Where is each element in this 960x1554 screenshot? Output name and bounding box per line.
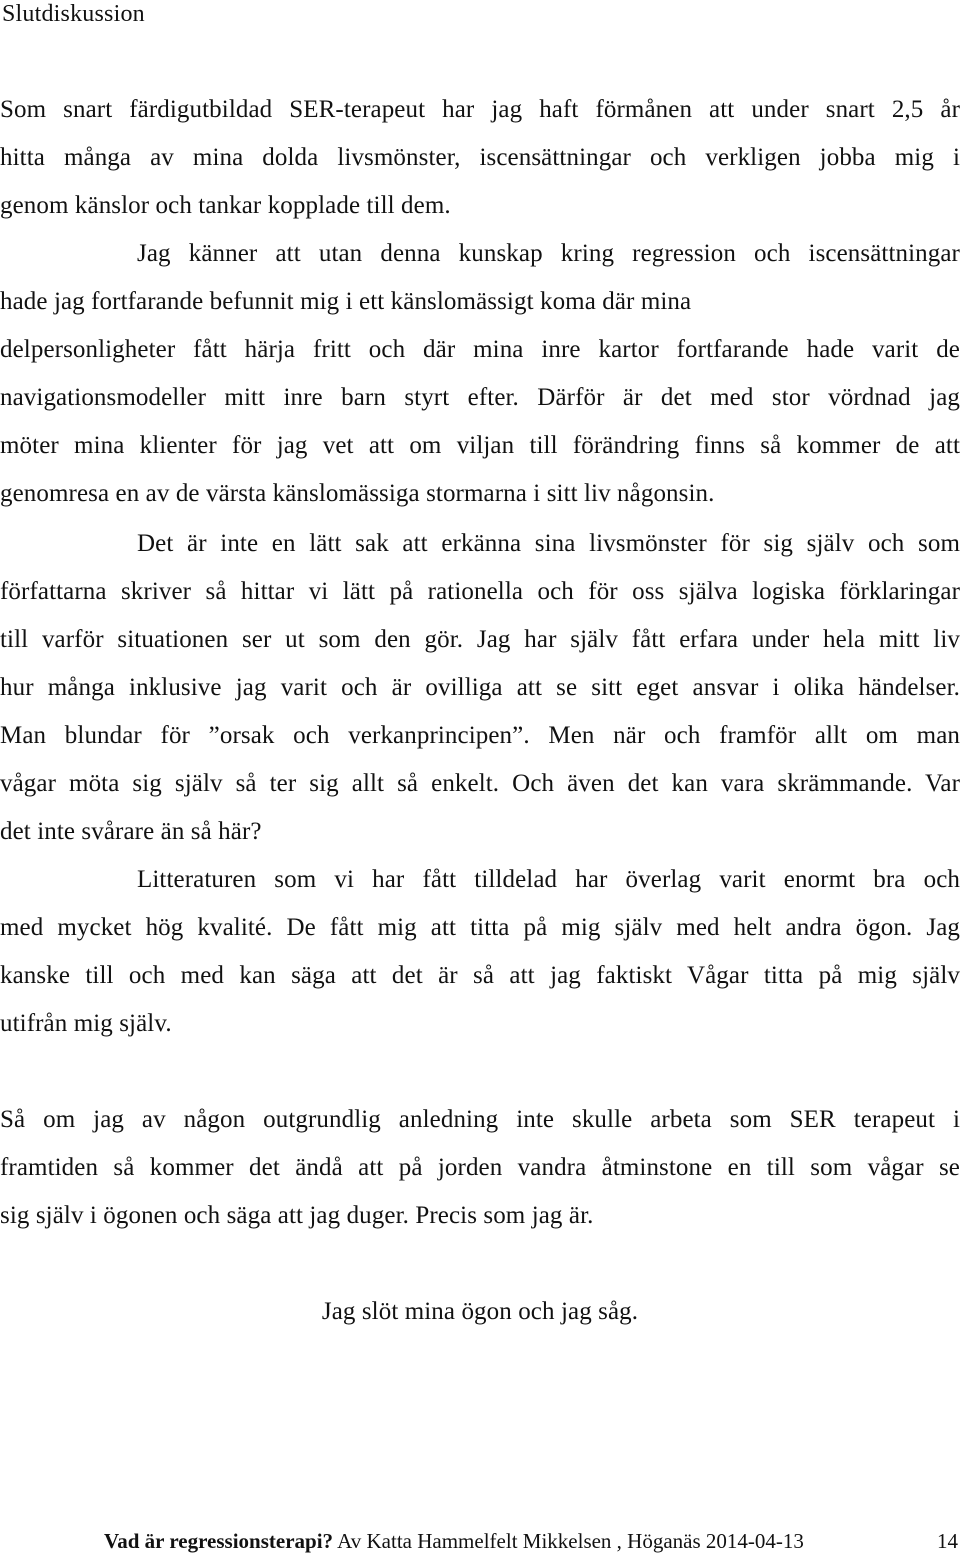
paragraph-1-line-5: hade jag fortfarande befunnit mig i ett känslomässigt koma där mina xyxy=(0,288,692,315)
paragraph-2-line-2: författarna skriver så hittar vi lätt på rationella och för oss själva logiska förklaringar xyxy=(0,578,960,605)
paragraph-2-line-4: hur många inklusive jag varit och är ovilliga att se sitt eget ansvar i olika händelser. xyxy=(0,674,960,701)
paragraph-1-line-6: delpersonligheter fått härja fritt och där mina inre kartor fortfarande hade varit de xyxy=(0,336,960,363)
page-footer xyxy=(0,1528,960,1554)
paragraph-2-line-7: det inte svårare än så här? xyxy=(0,818,262,845)
footer-title: Vad är regressionsterapi? xyxy=(104,1529,334,1553)
paragraph-1-line-3: genom känslor och tankar kopplade till dem. xyxy=(0,192,451,219)
paragraph-2-line-6: vågar möta sig själv så ter sig allt så enkelt. Och även det kan vara skrämmande. Var xyxy=(0,770,960,797)
paragraph-4-line-3: sig själv i ögonen och säga att jag duger. Precis som jag är. xyxy=(0,1202,594,1229)
paragraph-1-line-4: Jag känner att utan denna kunskap kring regression och iscensättningar xyxy=(137,240,960,267)
page-number: 14 xyxy=(937,1529,958,1553)
paragraph-2-line-5: Man blundar för ”orsak och verkanprincipen”. Men när och framför allt om man xyxy=(0,722,960,749)
paragraph-1-line-9: genomresa en av de värsta känslomässiga stormarna i sitt liv någonsin. xyxy=(0,480,715,507)
paragraph-4-line-2: framtiden så kommer det ändå att på jorden vandra åtminstone en till som vågar se xyxy=(0,1154,960,1181)
paragraph-1-line-1: Som snart färdigutbildad SER-terapeut har jag haft förmånen att under snart 2,5 år xyxy=(0,96,960,123)
paragraph-4-line-1: Så om jag av någon outgrundlig anledning inte skulle arbeta som SER terapeut i xyxy=(0,1106,960,1133)
paragraph-2-line-3: till varför situationen ser ut som den gör. Jag har själv fått erfara under hela mitt liv xyxy=(0,626,960,653)
closing-sentence: Jag slöt mina ögon och jag såg. xyxy=(321,1298,639,1325)
paragraph-3-line-1: Litteraturen som vi har fått tilldelad har överlag varit enormt bra och xyxy=(137,866,960,893)
paragraph-3-line-3: kanske till och med kan säga att det är så att jag faktiskt Vågar titta på mig själv xyxy=(0,962,960,989)
footer-byline: Av Katta Hammelfelt Mikkelsen , Höganäs 2014-04-13 xyxy=(333,1529,804,1553)
paragraph-3-line-2: med mycket hög kvalité. De fått mig att titta på mig själv med helt andra ögon. Jag xyxy=(0,914,960,941)
paragraph-2-line-1: Det är inte en lätt sak att erkänna sina livsmönster för sig själv och som xyxy=(137,530,960,557)
page-title: Slutdiskussion xyxy=(2,1,145,27)
footer-citation xyxy=(104,1528,804,1554)
paragraph-1-line-7: navigationsmodeller mitt inre barn styrt efter. Därför är det med stor vördnad jag xyxy=(0,384,960,411)
paragraph-3-line-4: utifrån mig själv. xyxy=(0,1010,172,1037)
paragraph-1-line-2: hitta många av mina dolda livsmönster, iscensättningar och verkligen jobba mig i xyxy=(0,144,960,171)
paragraph-1-line-8: möter mina klienter för jag vet att om viljan till förändring finns så kommer de att xyxy=(0,432,960,459)
